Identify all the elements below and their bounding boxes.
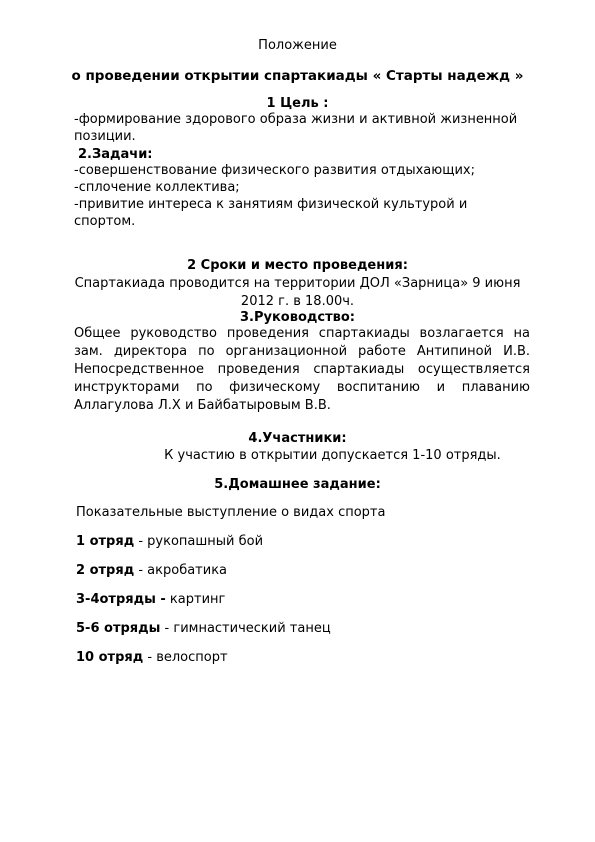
section3-line-4: инструкторами по физическому воспитанию и плаванию <box>74 380 530 395</box>
section3-line-5: Аллагулова Л.Х и Байбатыровым В.В. <box>74 398 331 413</box>
tasks-line-3: -привитие интереса к занятиям физической культурой и <box>74 197 468 212</box>
list-item: 10 отряд - велоспорт <box>76 650 228 665</box>
list-item: 2 отряд - акробатика <box>76 563 228 578</box>
tasks-line-4: спортом. <box>74 214 136 229</box>
section2-line-1: Спартакиада проводится на территории ДОЛ «Зарница» 9 июня <box>74 276 521 291</box>
section3-heading: 3.Руководство: <box>240 310 355 325</box>
list-item: 1 отряд - рукопашный бой <box>76 534 264 549</box>
section1-line-2: позиции. <box>74 129 136 144</box>
tasks-line-1: -совершенствование физического развития отдыхающих; <box>74 163 475 178</box>
section2-line-2: 2012 г. в 18.00ч. <box>240 294 355 309</box>
sport-label: рукопашный бой <box>147 534 264 549</box>
team-label: 5-6 отряды <box>76 621 161 636</box>
document-title: Положение <box>258 38 337 53</box>
list-item <box>76 592 225 608</box>
section4-heading: 4.Участники: <box>248 431 347 446</box>
sport-label: велоспорт <box>156 650 228 665</box>
section5-heading: 5.Домашнее задание: <box>214 477 381 492</box>
section1-line-1: -формирование здорового образа жизни и активной жизненной <box>74 112 518 127</box>
team-label: 1 отряд <box>76 534 135 549</box>
section2-heading: 2 Сроки и место проведения: <box>187 258 408 273</box>
team-label: 10 отряд <box>76 650 144 665</box>
sport-label: акробатика <box>147 563 228 578</box>
sport-label: гимнастический танец <box>173 621 331 636</box>
team-label: 3-4отряды - <box>76 592 166 607</box>
document-subtitle: о проведении открытии спартакиады « Старты надежд » <box>71 68 524 84</box>
section3-line-1: Общее руководство проведения спартакиады возлагается на <box>74 326 530 341</box>
section5-intro: Показательные выступление о видах спорта <box>76 505 386 520</box>
section1-heading: 1 Цель : <box>266 96 329 111</box>
team-label: 2 отряд <box>76 563 135 578</box>
section4-text: К участию в открытии допускается 1-10 отряды. <box>164 448 501 463</box>
tasks-line-2: -сплочение коллектива; <box>74 180 240 195</box>
section3-paragraph <box>74 325 530 415</box>
sport-label: картинг <box>169 592 226 607</box>
tasks-heading: 2.Задачи: <box>78 147 153 162</box>
section3-line-2: зам. директора по организационной работе Антипиной И.В. <box>74 344 530 359</box>
section3-line-3: Непосредственное проведения спартакиады осуществляется <box>74 362 530 377</box>
list-item: 5-6 отряды - гимнастический танец <box>76 621 331 636</box>
